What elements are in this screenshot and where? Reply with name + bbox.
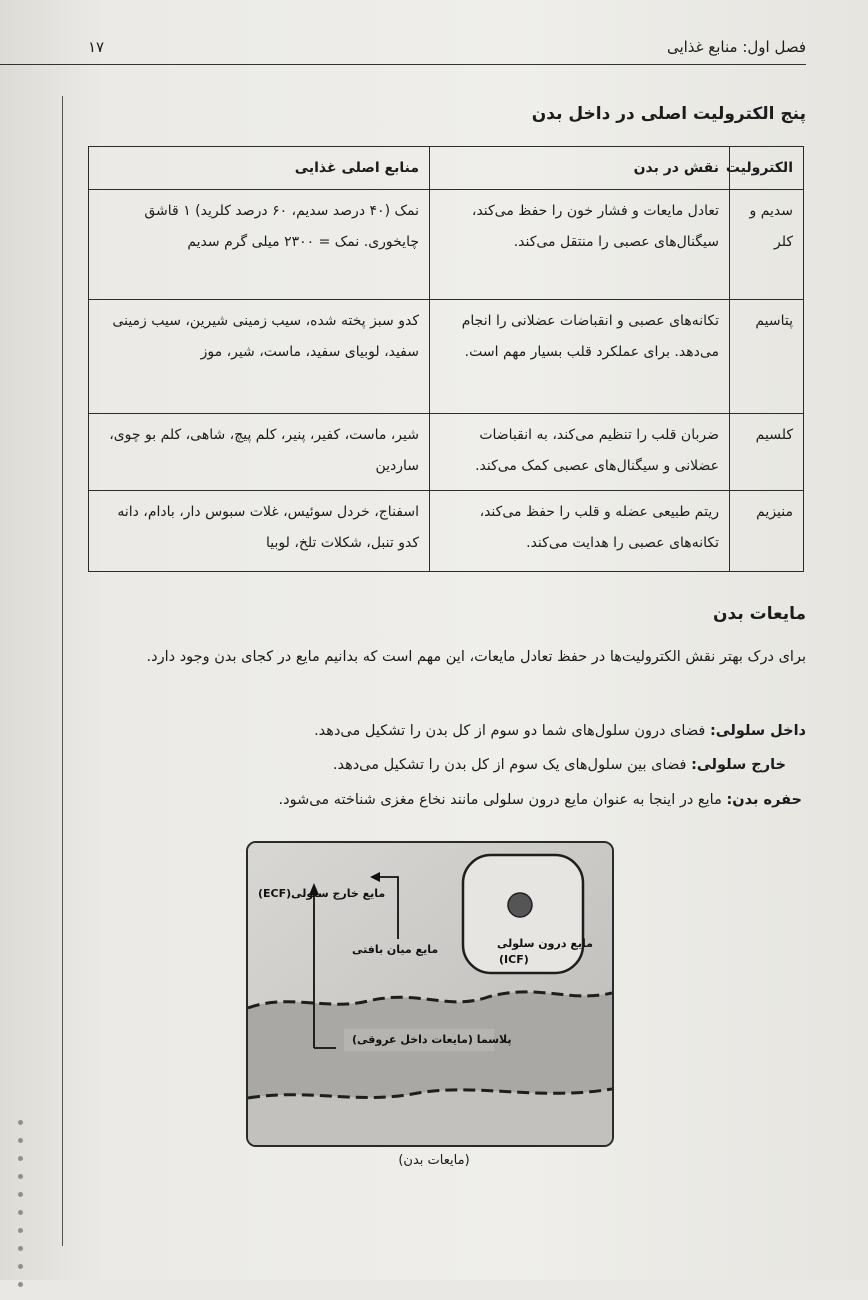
nucleus-shape [508, 893, 532, 917]
intro-paragraph: برای درک بهتر نقش الکترولیت‌ها در حفظ تعادل مایعات، این مهم است که بدانیم مایع در کجای بدن وجود دارد. [146, 649, 806, 665]
section-title: پنج الکترولیت اصلی در داخل بدن [531, 104, 806, 124]
margin-line [62, 96, 63, 1246]
list-item [333, 750, 786, 780]
item-term: خارج سلولی: [691, 757, 786, 773]
header-role: نقش در بدن [430, 147, 730, 190]
cell-electrolyte: سدیم و کلر [730, 190, 804, 300]
table-row [89, 190, 804, 300]
ecf-label: مایع خارج سلولی(ECF) [258, 887, 386, 900]
chapter-title: فصل اول: منابع غذایی [666, 38, 806, 56]
table-row [89, 413, 804, 490]
header-electrolyte: الکترولیت [730, 147, 804, 190]
table-row [89, 490, 804, 571]
figure-caption: (مایعات بدن) [398, 1153, 470, 1168]
item-text: فضای درون سلول‌های شما دو سوم از کل بدن را تشکیل می‌دهد. [314, 723, 706, 739]
list-item [314, 716, 806, 746]
section2-title: مایعات بدن [713, 604, 806, 624]
item-text: مایع در اینجا به عنوان مایع درون سلولی مانند نخاع مغزی شناخته می‌شود. [278, 792, 722, 808]
cell-sources: نمک (۴۰ درصد سدیم، ۶۰ درصد کلرید) ۱ قاشق چایخوری. نمک = ۲۳۰۰ میلی گرم سدیم [89, 190, 430, 300]
body-fluids-figure [246, 841, 614, 1147]
cell-electrolyte: کلسیم [730, 413, 804, 490]
page-number: ۱۷ [88, 38, 105, 56]
interstitial-label: مایع میان بافتی [352, 943, 439, 956]
list-item [279, 785, 802, 815]
item-term: داخل سلولی: [709, 723, 806, 739]
header-sources: منابع اصلی غذایی [89, 147, 430, 190]
item-term: حفره بدن: [726, 792, 802, 808]
cell-role: ریتم طبیعی عضله و قلب را حفظ می‌کند، تکانه‌های عصبی را هدایت می‌کند. [430, 490, 730, 571]
plasma-label: پلاسما (مایعات داخل عروقی) [352, 1033, 512, 1046]
item-text: فضای بین سلول‌های یک سوم از کل بدن را تشکیل می‌دهد. [332, 757, 687, 773]
cell-electrolyte: پتاسیم [730, 299, 804, 413]
cell-role: تکانه‌های عصبی و انقباضات عضلانی را انجام می‌دهد. برای عملکرد قلب بسیار مهم است. [430, 299, 730, 413]
page-header [0, 34, 806, 68]
table-header-row [89, 147, 804, 190]
cell-sources: شیر، ماست، کفیر، پنیر، کلم پیچ، شاهی، کلم بو چوی، ساردین [89, 413, 430, 490]
cell-sources: کدو سبز پخته شده، سیب زمینی شیرین، سیب زمینی سفید، لوبیای سفید، ماست، شیر، موز [89, 299, 430, 413]
cell-role: ضربان قلب را تنظیم می‌کند، به انقباضات عضلانی و سیگنال‌های عصبی کمک می‌کند. [430, 413, 730, 490]
table-row [89, 299, 804, 413]
header-divider [0, 64, 806, 65]
cell-sources: اسفناج، خردل سوئیس، غلات سبوس دار، بادام، دانه کدو تنبل، شکلات تلخ، لوبیا [89, 490, 430, 571]
binding-dots [18, 1120, 24, 1300]
electrolyte-table [88, 146, 804, 572]
icf-abbrev: (ICF) [499, 953, 529, 966]
cell-role: تعادل مایعات و فشار خون را حفظ می‌کند، سیگنال‌های عصبی را منتقل می‌کند. [430, 190, 730, 300]
icf-label: مایع درون سلولی [497, 937, 593, 950]
cell-electrolyte: منیزیم [730, 490, 804, 571]
